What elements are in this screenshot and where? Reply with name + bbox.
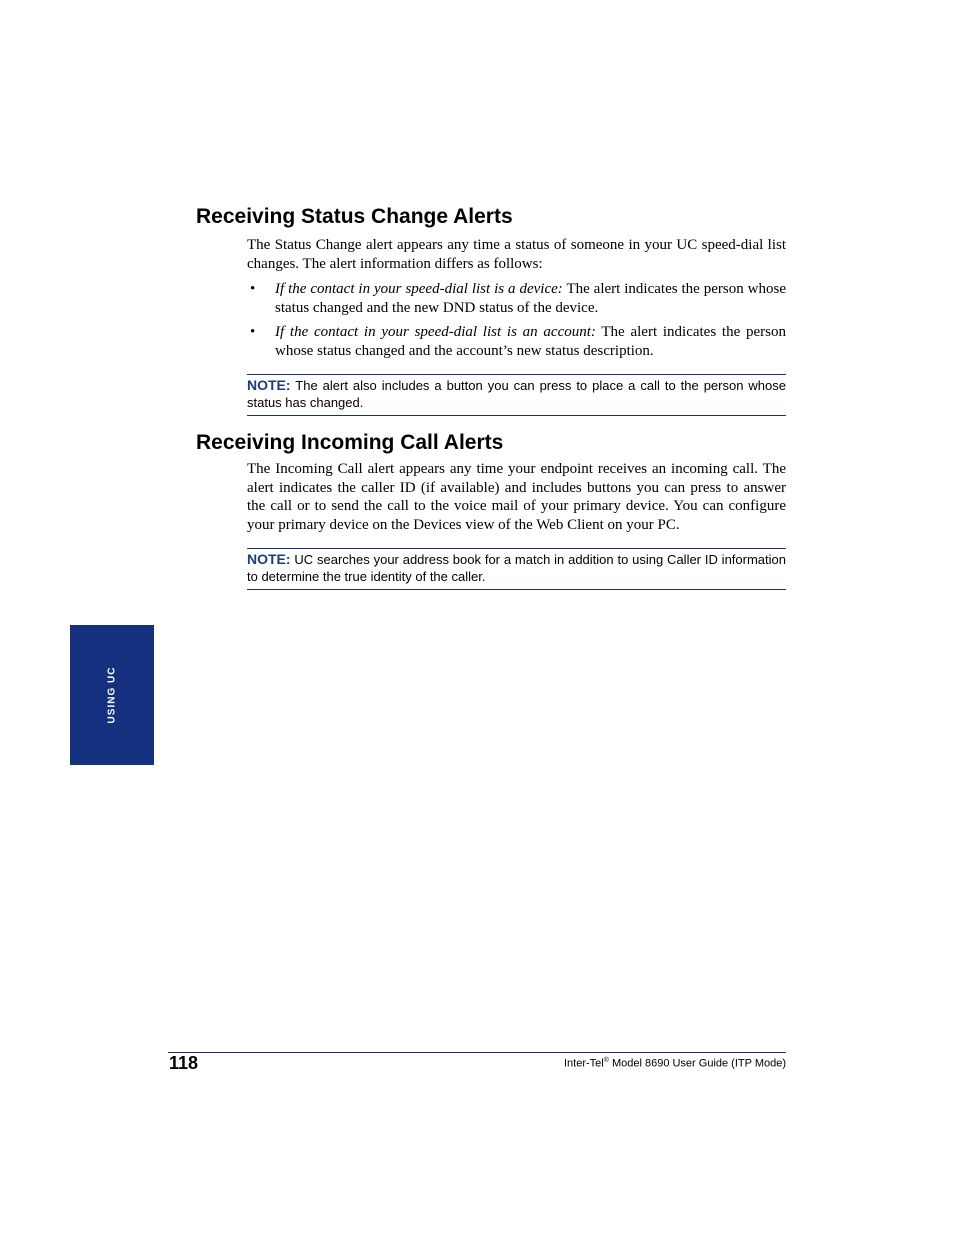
bullet-text: The alert indicates the person whose status changed and the account’s new status description. — [275, 324, 787, 360]
note-label: NOTE: — [247, 377, 291, 393]
incoming-call-note — [247, 548, 786, 590]
page-number: 118 — [169, 1053, 199, 1073]
registered-mark: ® — [603, 1057, 609, 1064]
note-label: NOTE: — [247, 551, 291, 567]
footer-guide-name: Model 8690 User Guide (ITP Mode) — [608, 1057, 786, 1070]
section-heading-status-change: Receiving Status Change Alerts — [196, 205, 513, 228]
note-text: UC searches your address book for a match in addition to using Caller ID information to determine the true identity of the caller. — [247, 552, 786, 584]
section-heading-incoming-call: Receiving Incoming Call Alerts — [196, 431, 504, 454]
bullet-text: The alert indicates the person whose status changed and the new DND status of the device. — [275, 281, 787, 316]
side-tab-label: USING UC — [106, 666, 118, 724]
footer-brand: Inter-Tel — [563, 1057, 604, 1070]
incoming-call-intro: The Incoming Call alert appears any time your endpoint receives an incoming call. The alert indicates the caller ID (if available) and includes buttons you can press to answer the call or to send the call to the voice mail of your primary device. You can configure your primary device on the Devices view of the Web Client on your PC. — [247, 461, 786, 534]
bullet-lead: If the contact in your speed-dial list is an account: — [275, 324, 596, 341]
list-item — [247, 323, 786, 360]
footer-title — [564, 1054, 786, 1071]
status-change-bullet-list — [247, 280, 786, 367]
note-text: The alert also includes a button you can press to place a call to the person whose status has changed. — [247, 378, 786, 410]
bullet-lead: If the contact in your speed-dial list is a device: — [275, 281, 563, 297]
chapter-side-tab — [70, 625, 154, 765]
footer-divider — [168, 1052, 786, 1053]
status-change-intro: The Status Change alert appears any time a status of someone in your UC speed-dial list changes. The alert information differs as follows: — [247, 237, 786, 272]
status-change-note — [247, 374, 786, 416]
bullet-icon: • — [250, 281, 256, 297]
list-item — [247, 280, 786, 317]
bullet-icon: • — [250, 324, 256, 341]
